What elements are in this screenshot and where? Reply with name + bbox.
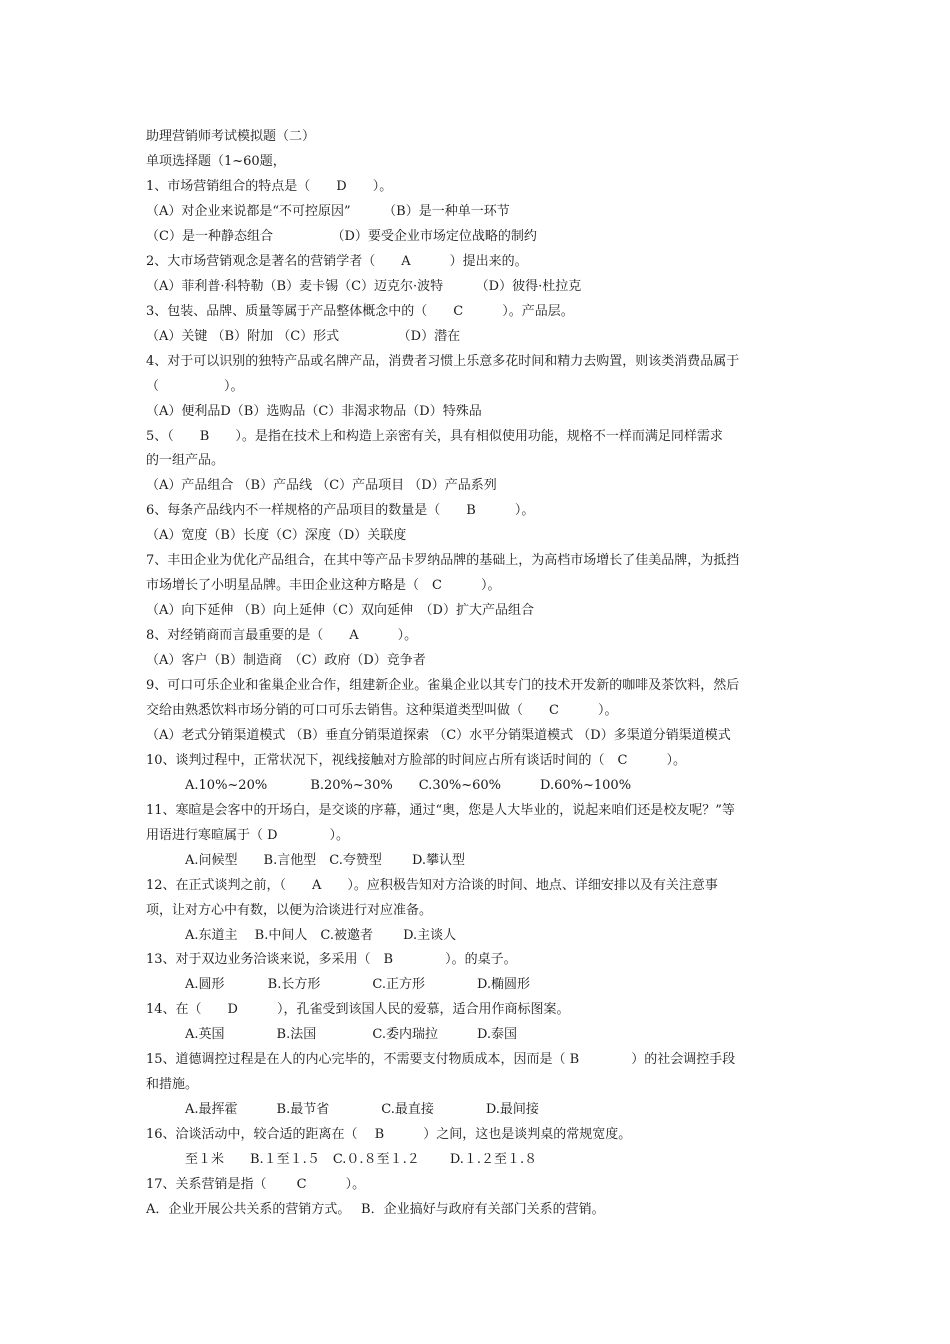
text-line: A.英国 B.法国 C.委内瑞拉 D.泰国 bbox=[146, 1027, 518, 1043]
text-line: 7、丰田企业为优化产品组合，在其中等产品卡罗纳品牌的基础上，为高档市场增长了佳美品牌，为抵挡 bbox=[146, 553, 740, 569]
text-line: 4、对于可以识别的独特产品或名牌产品，消费者习惯上乐意多花时间和精力去购置，则该类消费品属于 bbox=[146, 353, 740, 369]
text-line: （A）宽度（B）长度（C）深度（D）关联度 bbox=[146, 528, 407, 544]
text-line: 10、谈判过程中，正常状况下，视线接触对方脸部的时间应占所有谈话时间的（ C ）。 bbox=[146, 752, 686, 768]
text-line: 5、（ B ）。是指在技术上和构造上亲密有关，具有相似使用功能，规格不一样而满足同样需求 bbox=[146, 428, 723, 444]
section-heading: 单项选择题（1~60题， bbox=[146, 154, 286, 169]
text-line: 12、在正式谈判之前，（ A ）。应积极告知对方洽谈的时间、地点、详细安排以及有关注意事 bbox=[146, 877, 718, 893]
text-line: 的一组产品。 bbox=[146, 453, 225, 469]
document-title: 助理营销师考试模拟题（二） bbox=[146, 129, 316, 144]
text-line: 8、对经销商而言最重要的是（ A ）。 bbox=[146, 628, 418, 644]
text-line: A.10%~20% B.20%~30% C.30%~60% D.60%~100% bbox=[146, 777, 632, 793]
text-line: （A）老式分销渠道模式 （B）垂直分销渠道探索 （C）水平分销渠道模式 （D）多渠道分销渠道模式 bbox=[146, 727, 731, 743]
text-line: 9、可口可乐企业和雀巢企业合作，组建新企业。雀巢企业以其专门的技术开发新的咖啡及茶饮料，然后 bbox=[146, 678, 740, 693]
text-line: A.最挥霍 B.最节省 C.最直接 D.最间接 bbox=[146, 1102, 539, 1118]
text-line: （A）对企业来说都是“不可控原因” （B）是一种单一环节 bbox=[146, 203, 510, 219]
text-line: （A）产品组合 （B）产品线 （C）产品项目 （D）产品系列 bbox=[146, 478, 497, 494]
text-line: 13、对于双边业务洽谈来说，多采用（ B ）。的桌子。 bbox=[146, 952, 517, 968]
text-line: （ ）。 bbox=[146, 378, 244, 394]
text-line: 交给由熟悉饮料市场分销的可口可乐去销售。这种渠道类型叫做（ C ）。 bbox=[146, 702, 618, 718]
text-line: 和措施。 bbox=[146, 1077, 199, 1093]
text-line: 6、每条产品线内不一样规格的产品项目的数量是（ B ）。 bbox=[146, 503, 535, 519]
text-line: A.圆形 B.长方形 C.正方形 D.椭圆形 bbox=[146, 977, 531, 993]
text-line: （A）菲利普·科特勒（B）麦卡锡（C）迈克尔·波特 （D）彼得·杜拉克 bbox=[146, 278, 582, 294]
text-line: 15、道德调控过程是在人的内心完毕的，不需要支付物质成本，因而是（ B ）的社会调控手段 bbox=[146, 1052, 736, 1068]
text-line: A.问候型 B.言他型 C.夸赞型 D.攀认型 bbox=[146, 852, 466, 868]
text-line: 16、洽谈活动中，较合适的距离在（ B ）之间，这也是谈判桌的常规宽度。 bbox=[146, 1127, 632, 1143]
text-line: A.东道主 B.中间人 C.被邀者 D.主谈人 bbox=[146, 927, 457, 943]
text-line: 项，让对方心中有数，以便为洽谈进行对应准备。 bbox=[146, 902, 433, 918]
text-line: （A）向下延伸 （B）向上延伸（C）双向延伸 （D）扩大产品组合 bbox=[146, 603, 534, 619]
text-line: （A）便利品D（B）选购品（C）非渴求物品（D）特殊品 bbox=[146, 403, 482, 419]
text-line: 14、在（ D ），孔雀受到该国人民的爱慕，适合用作商标图案。 bbox=[146, 1002, 570, 1018]
text-line: 2、大市场营销观念是著名的营销学者（ A ）提出来的。 bbox=[146, 253, 528, 269]
text-line: 至１米 B.１至１.５ C.０.８至１.２ D.１.２至１.８ bbox=[146, 1152, 538, 1168]
text-line: （C）是一种静态组合 （D）要受企业市场定位战略的制约 bbox=[146, 228, 537, 244]
text-line: （A）客户（B）制造商 （C）政府（D）竞争者 bbox=[146, 653, 426, 669]
text-line: 1、市场营销组合的特点是（ D ）。 bbox=[146, 179, 393, 194]
text-line: 11、寒暄是会客中的开场白，是交谈的序幕，通过“奥，您是人大毕业的，说起来咱们还是校友呢？”等 bbox=[146, 802, 735, 818]
text-line: 17、关系营销是指（ C ）。 bbox=[146, 1177, 366, 1192]
text-line: （A）关键 （B）附加 （C）形式 （D）潜在 bbox=[146, 328, 461, 344]
text-line: 用语进行寒暄属于（ D ）。 bbox=[146, 827, 350, 843]
text-line: 市场增长了小明星品牌。丰田企业这种方略是（ C ）。 bbox=[146, 578, 501, 594]
text-line: A．企业开展公共关系的营销方式。 B．企业搞好与政府有关部门关系的营销。 bbox=[146, 1201, 605, 1217]
text-line: 3、包装、品牌、质量等属于产品整体概念中的（ C ）。产品层。 bbox=[146, 303, 574, 319]
